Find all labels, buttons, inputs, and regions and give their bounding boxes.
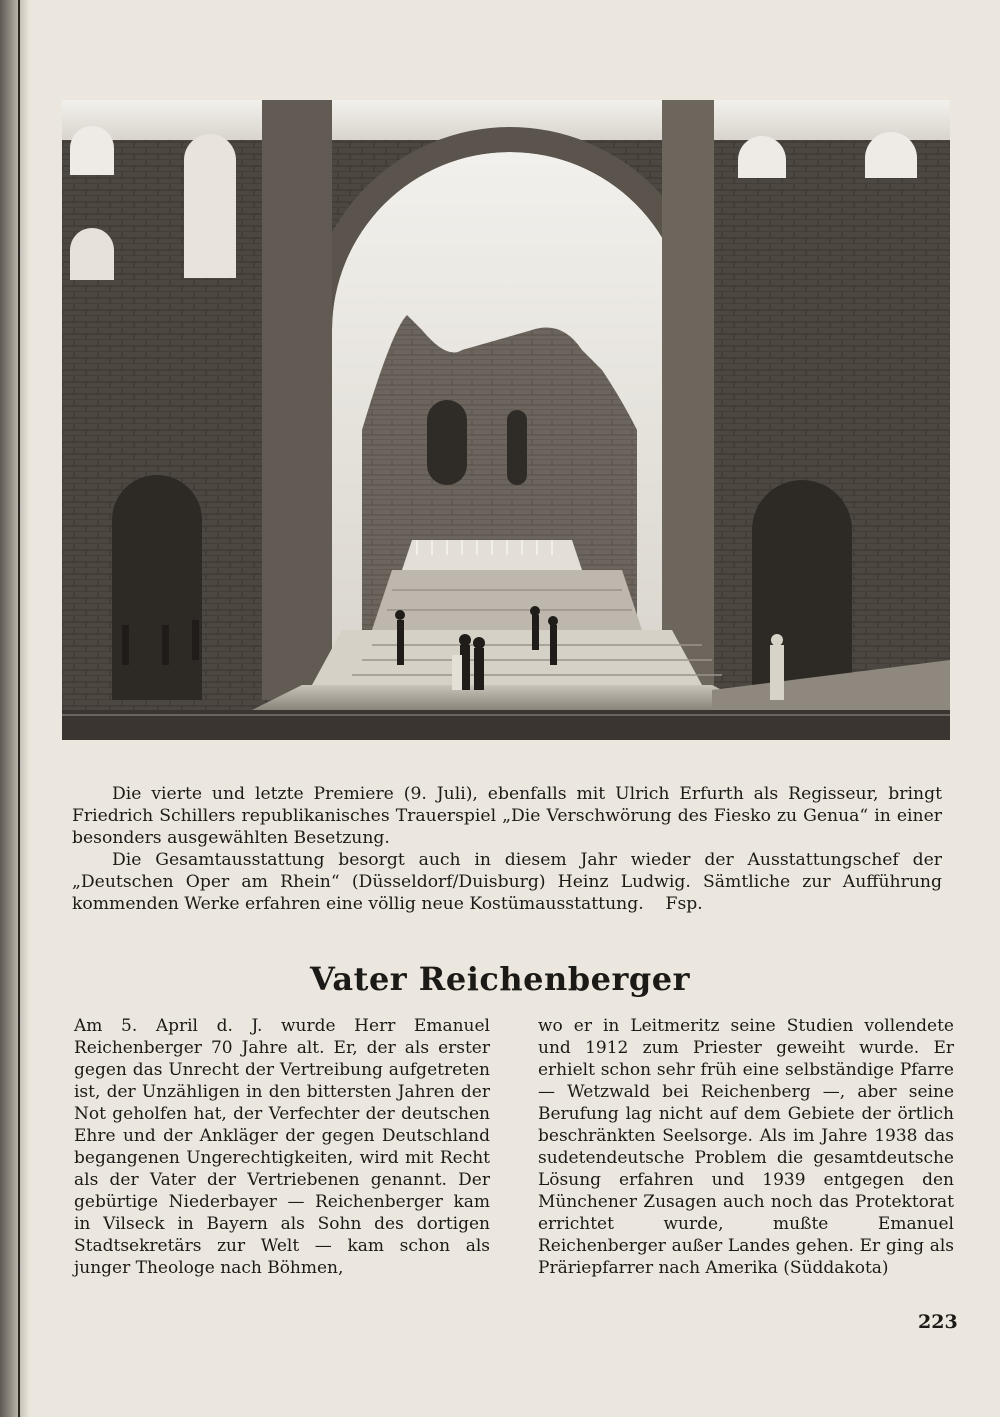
article-body bbox=[74, 1015, 954, 1279]
page-number: 223 bbox=[918, 1311, 958, 1333]
article-column-left-text: Am 5. April d. J. wurde Herr Emanuel Reichenberger 70 Jahre alt. Er, der als erster gegen das Unrecht der Vertreibung aufgetreten ist, der Unzähligen in den bittersten Jahren der Not geholfen hat, der Verfechter der deutschen Ehre und der Ankläger der gegen Deutschland begangenen Ungerechtigkeiten, wird mit Recht als der Vater der Vertriebenen genannt. Der gebürtige Niederbayer — Reichenberger kam in Vilseck in Bayern als Sohn des dortigen Stadtsekretärs zur Welt — kam schon als junger Theologe nach Böhmen, bbox=[74, 1016, 490, 1278]
article-title: Vater Reichenberger bbox=[310, 960, 690, 998]
article-column-right-text: wo er in Leitmeritz seine Studien vollendete und 1912 zum Priester geweiht wurde. Er erhielt schon sehr früh eine selbständige Pfarre — Wetzwald bei Reichenberg —, aber seine Berufung lag nicht auf dem Gebiete der örtlich beschränkten Seelsorge. Als im Jahre 1938 das sudetendeutsche Problem die gesamtdeutsche Lösung erfahren und 1939 entgegen den Münchener Zusagen auch noch das Protektorat errichtet wurde, mußte Emanuel Reichenberger außer Landes gehen. Er ging als Präriepfarrer nach Amerika (Süddakota) bbox=[538, 1016, 954, 1278]
stage-photo-illustration bbox=[62, 100, 950, 740]
caption-signature: Fsp. bbox=[665, 894, 703, 914]
stage-photo bbox=[62, 100, 950, 740]
caption-paragraph-2 bbox=[72, 849, 942, 915]
article-column-left bbox=[74, 1015, 490, 1279]
photo-caption bbox=[72, 783, 942, 915]
spine-edge bbox=[18, 0, 20, 1417]
caption-paragraph-2-text: Die Gesamtausstattung besorgt auch in diesem Jahr wieder der Ausstattungschef der „Deutschen Oper am Rhein“ (Düsseldorf/Duisburg) Heinz Ludwig. Sämtliche zur Aufführung kommenden Werke erfahren eine völlig neue Kostümausstattung. bbox=[72, 850, 942, 914]
book-spine-shadow bbox=[0, 0, 30, 1417]
article-column-right bbox=[538, 1015, 954, 1279]
caption-paragraph-1: Die vierte und letzte Premiere (9. Juli), ebenfalls mit Ulrich Erfurth als Regisseur, bringt Friedrich Schillers republikanisches Trauerspiel „Die Verschwörung des Fiesko zu Genua“ in einer besonders ausgewählten Besetzung. bbox=[72, 784, 942, 848]
